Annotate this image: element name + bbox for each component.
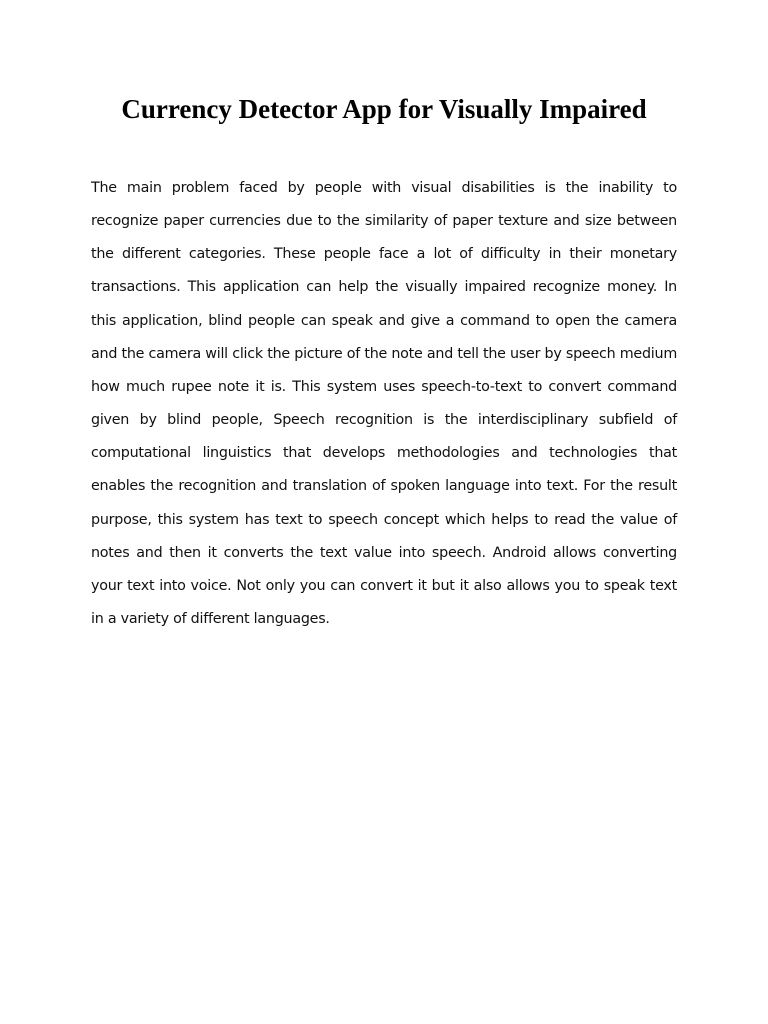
document-body-paragraph: The main problem faced by people with visual disabilities is the inability to recognize paper currencies due to the similarity of paper texture and size between the different categories. These people face a lot of difficulty in their monetary transactions. This application can help the visually impaired recognize money. In this application, blind people can speak and give a command to open the camera and the camera will click the picture of the note and tell the user by speech medium how much rupee note it is. This system uses speech-to-text to convert command given by blind people, Speech recognition is the interdisciplinary subfield of computational linguistics that develops methodologies and technologies that enables the recognition and translation of spoken language into text. For the result purpose, this system has text to speech concept which helps to read the value of notes and then it converts the text value into speech. Android allows converting your text into voice. Not only you can convert it but it also allows you to speak text in a variety of different languages. [91, 180, 677, 628]
document-title: Currency Detector App for Visually Impaired [121, 94, 647, 124]
